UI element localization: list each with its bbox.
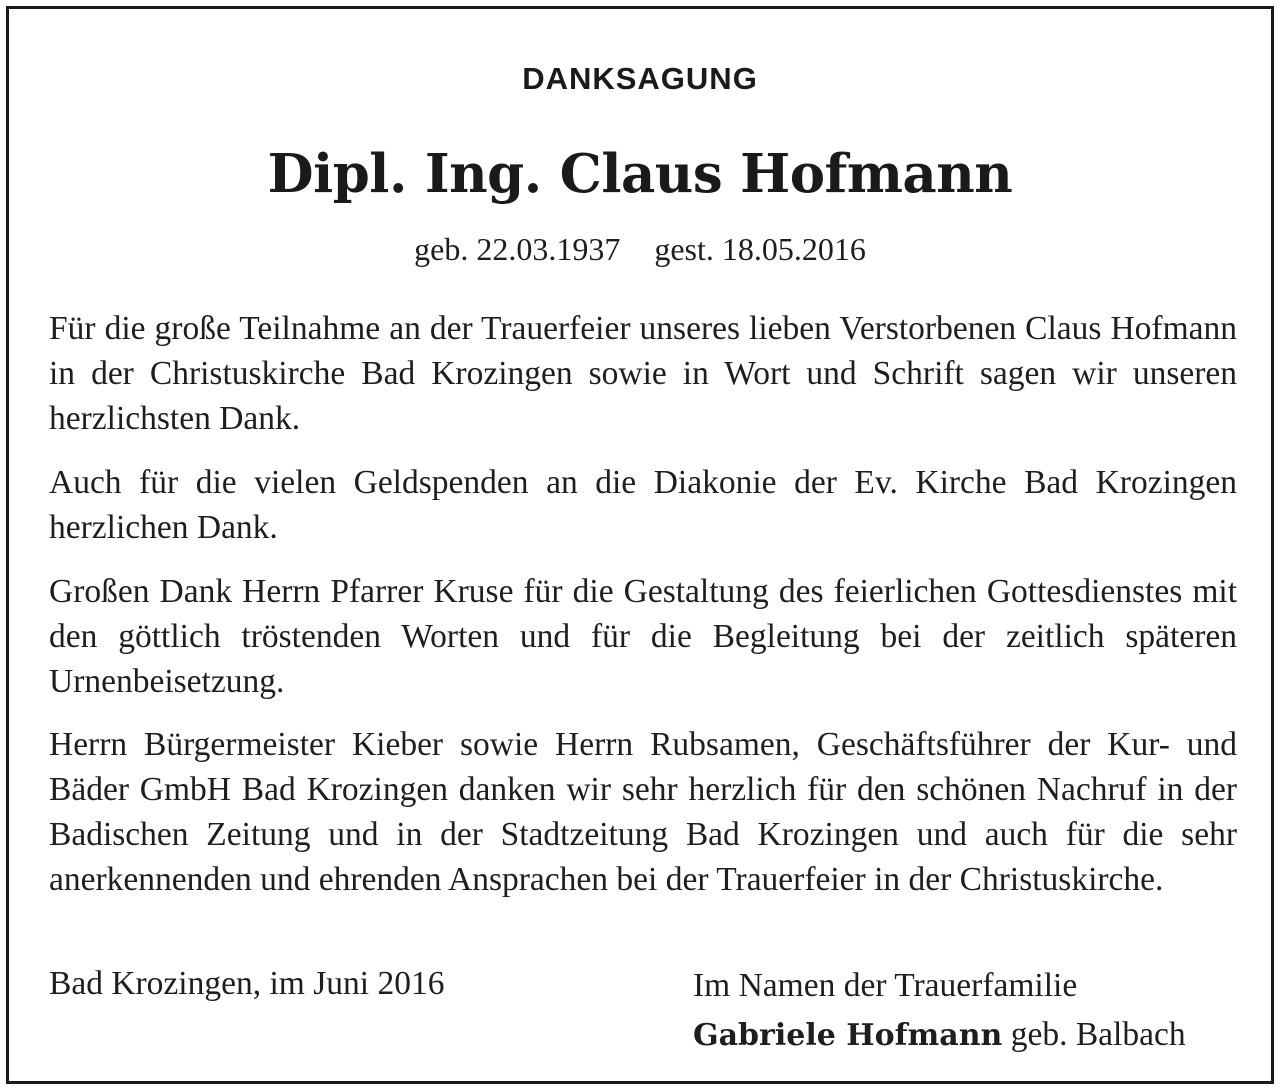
paragraph-thanks-pastor: Großen Dank Herrn Pfarrer Kruse für die Gestaltung des feierlichen Gottesdienstes mit den göttlich tröstenden Worten und für die Begleitung bei der zeitlich späteren Urnenbeisetzung. [49,573,1237,700]
notice-frame [6,6,1274,1084]
birth-date: geb. 22.03.1937 [414,231,621,267]
signer-name: Gabriele Hofmann [693,1018,1003,1053]
paragraph-thanks-donations: Auch für die vielen Geldspenden an die Diakonie der Ev. Kirche Bad Krozingen herzlichen Dank. [49,464,1237,546]
signer-line [693,1010,1186,1060]
deceased-name: Dipl. Ing. Claus Hofmann [267,143,1013,205]
paragraph-thanks-participation: Für die große Teilnahme an der Trauerfeier unseres lieben Verstorbenen Claus Hofmann in der Christuskirche Bad Krozingen sowie in Wort und Schrift sagen wir unseren herzlichsten Dank. [49,310,1237,437]
on-behalf-line: Im Namen der Trauerfamilie [693,967,1078,1004]
death-date: gest. 18.05.2016 [654,231,866,267]
place-and-date: Bad Krozingen, im Juni 2016 [49,965,445,1002]
notice-heading: DANKSAGUNG [522,61,758,96]
signature-block [693,961,1186,1060]
paragraph-thanks-mayor: Herrn Bürgermeister Kieber sowie Herrn Rubsamen, Geschäftsführer der Kur- und Bäder GmbH Bad Krozingen danken wir sehr herzlich für den schönen Nachruf in der Badischen Zeitung und in der Stadtzeitung Bad Krozingen und auch für die sehr anerkennenden und ehrenden Ansprachen bei der Trauerfeier in der Christuskirche. [49,726,1237,898]
life-dates [9,231,1271,268]
signer-birth-name: geb. Balbach [1010,1016,1186,1053]
